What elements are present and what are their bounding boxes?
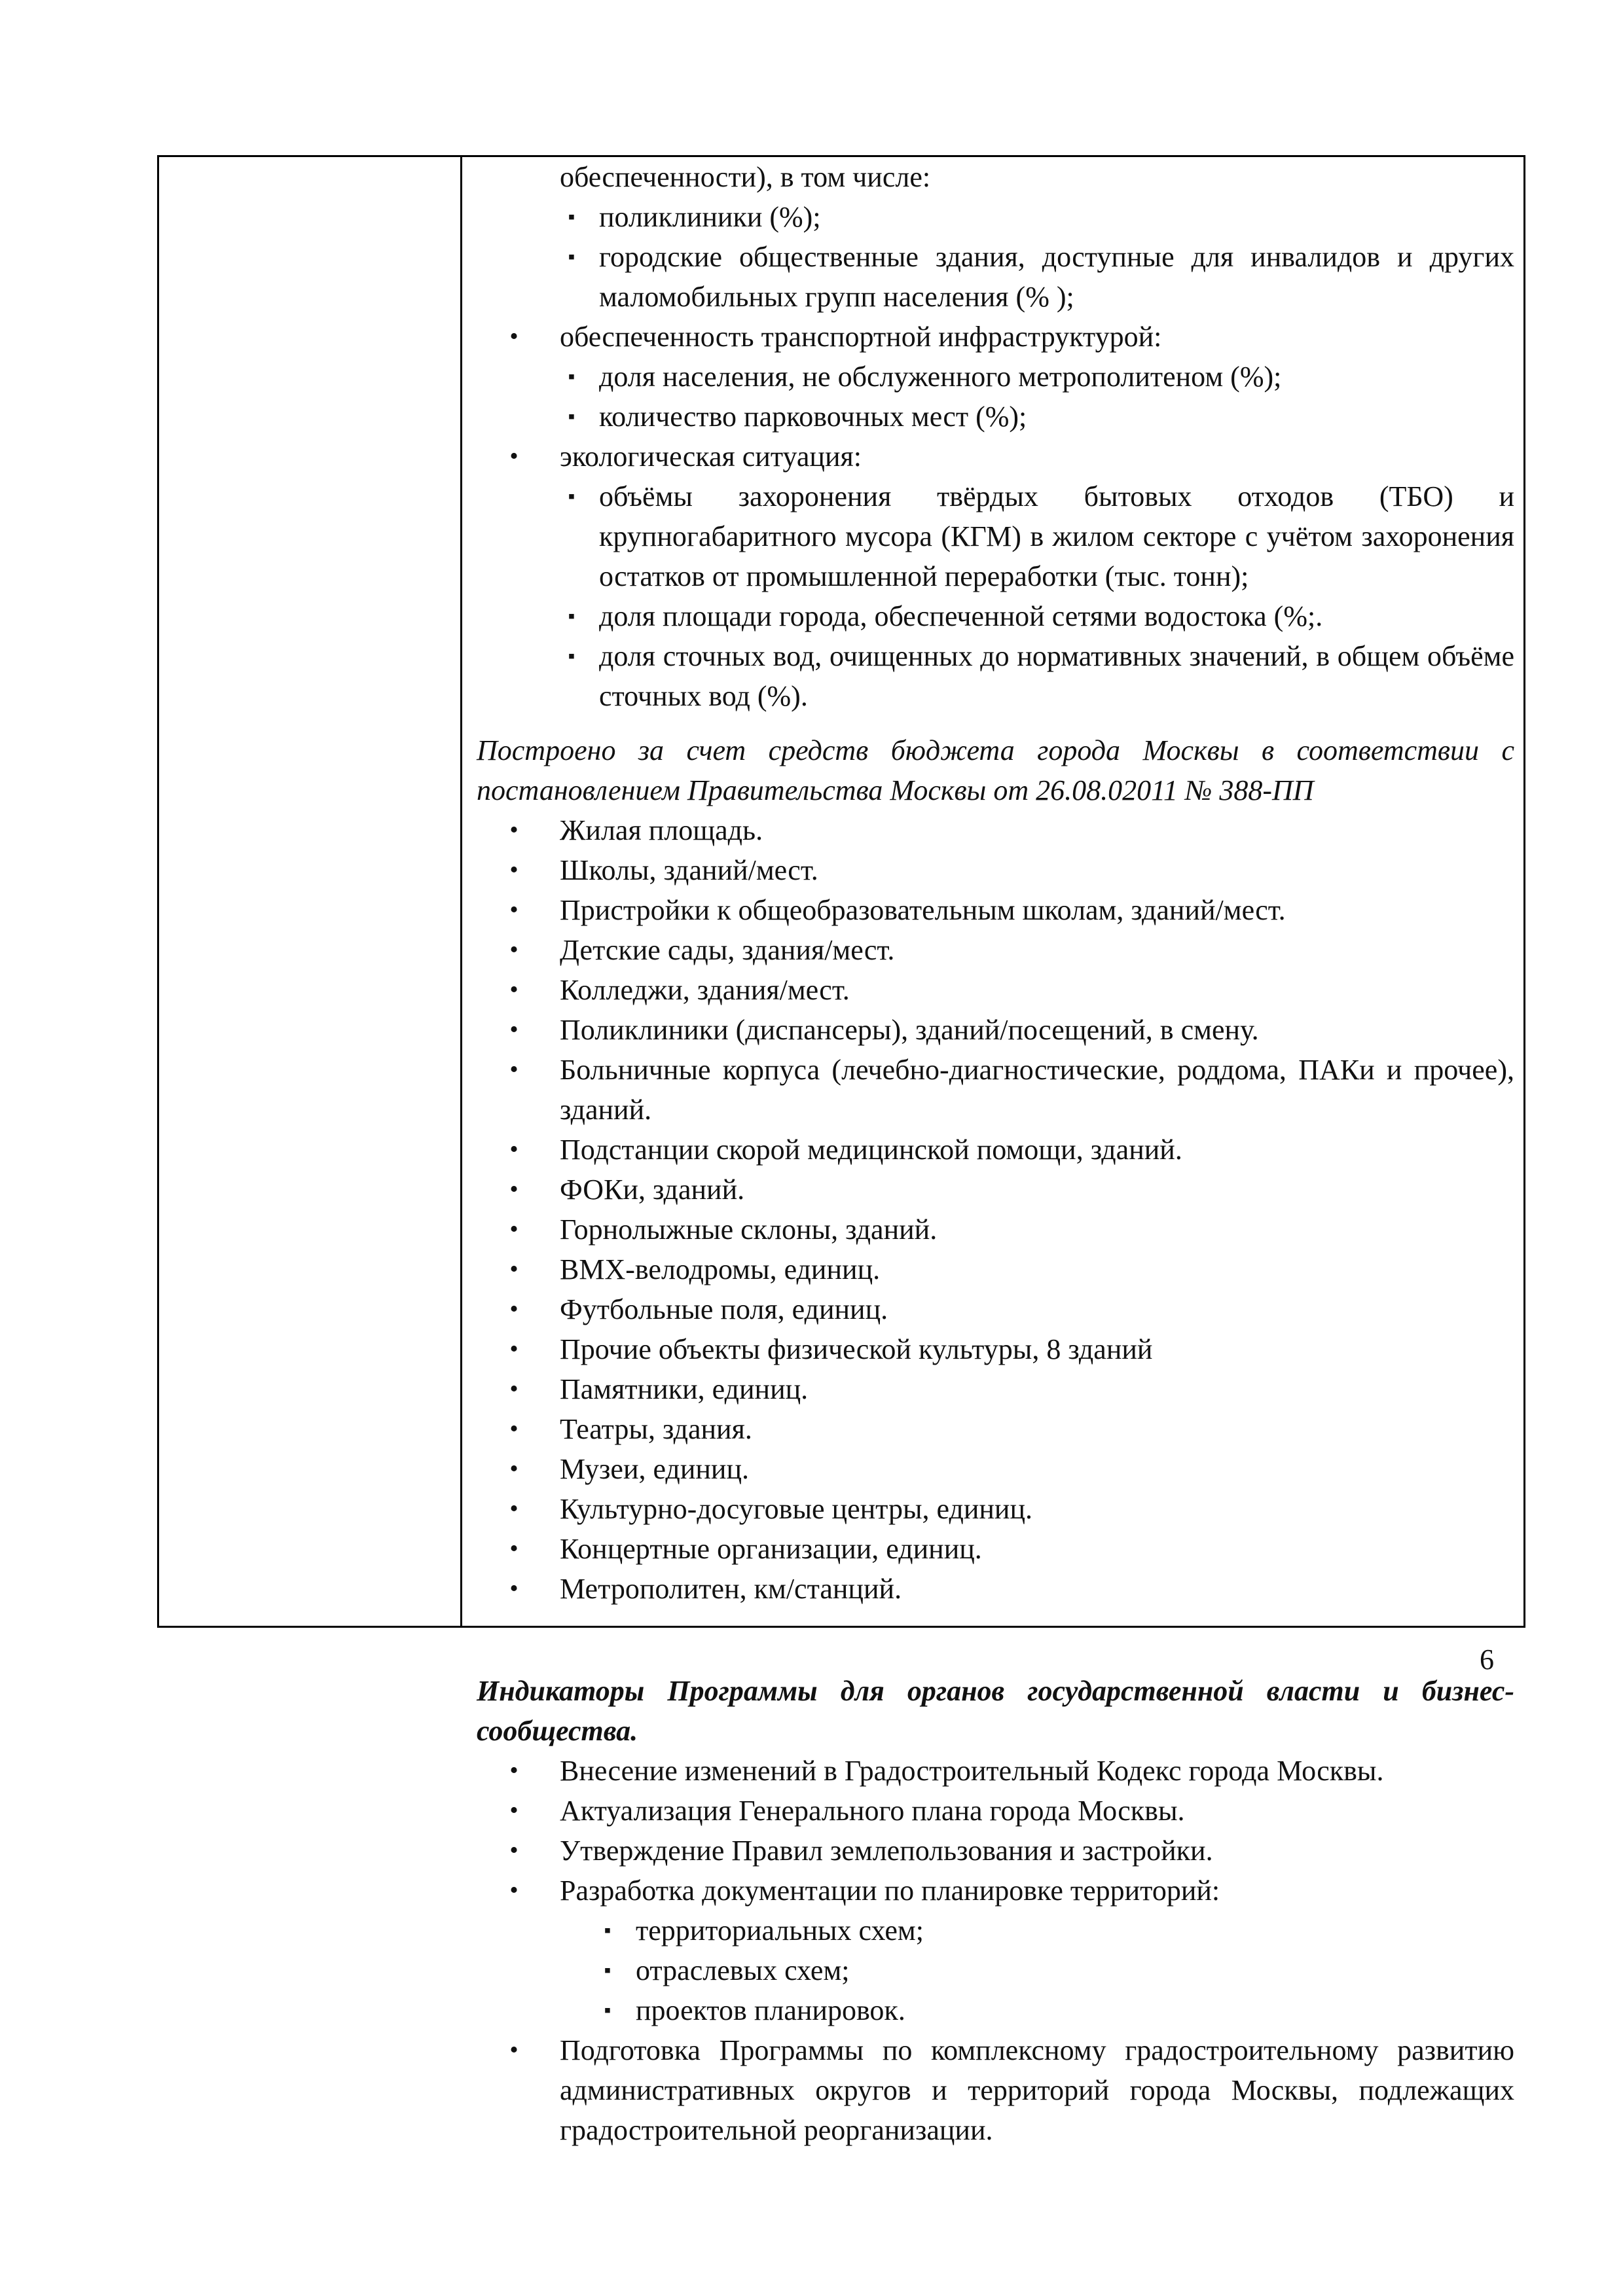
page-number: 6 (1480, 1643, 1494, 1676)
square-bullet-icon: ▪ (568, 645, 575, 667)
list-item: • Футбольные поля, единиц. (477, 1289, 1514, 1329)
list-item: • обеспеченность транспортной инфраструктурой: (477, 317, 1514, 357)
dot-bullet-icon: • (509, 1215, 519, 1243)
dot-bullet-icon: • (509, 1575, 519, 1602)
dot-bullet-icon: • (509, 1495, 519, 1522)
indicators-list (477, 1751, 1514, 2150)
list-item: • Театры, здания. (477, 1409, 1514, 1449)
dot-bullet-icon: • (509, 1797, 519, 1824)
column-divider (460, 157, 462, 1626)
dot-bullet-icon: • (509, 1056, 519, 1083)
list-item: ▪ количество парковочных мест (%); (477, 397, 1514, 437)
list-item: ▪ доля сточных вод, очищенных до нормативных значений, в общем объёме сточных вод (%). (477, 636, 1514, 716)
list-item: ▪ городские общественные здания, доступные для инвалидов и других маломобильных групп населения (% ); (477, 237, 1514, 317)
dot-bullet-icon: • (509, 1175, 519, 1203)
dot-bullet-icon: • (509, 896, 519, 924)
square-bullet-icon: ▪ (568, 206, 575, 228)
list-item: • Школы, зданий/мест. (477, 850, 1514, 890)
square-bullet-icon: ▪ (568, 246, 575, 268)
right-column-content (477, 157, 1514, 2150)
dot-bullet-icon: • (509, 323, 519, 350)
list-item: • экологическая ситуация: (477, 437, 1514, 476)
built-objects-list (477, 810, 1514, 1609)
list-item: • Поликлиники (диспансеры), зданий/посещений, в смену. (477, 1010, 1514, 1050)
dot-bullet-icon: • (509, 856, 519, 884)
list-item: • Больничные корпуса (лечебно-диагностические, роддома, ПАКи и прочее), зданий. (477, 1050, 1514, 1130)
list-item: • Колледжи, здания/мест. (477, 970, 1514, 1010)
list-item: • Утверждение Правил землепользования и застройки. (477, 1831, 1514, 1871)
list-item: • Прочие объекты физической культуры, 8 зданий (477, 1329, 1514, 1369)
dot-bullet-icon: • (509, 1837, 519, 1864)
list-item: • Музеи, единиц. (477, 1449, 1514, 1489)
dot-bullet-icon: • (509, 1295, 519, 1323)
list-item: ▪ доля населения, не обслуженного метрополитеном (%); (477, 357, 1514, 397)
list-item: ▪ поликлиники (%); (477, 197, 1514, 237)
dot-bullet-icon: • (509, 1757, 519, 1784)
list-item: ▪ доля площади города, обеспеченной сетями водостока (%;. (477, 596, 1514, 636)
document-table (157, 155, 1525, 2146)
dot-bullet-icon: • (509, 1016, 519, 1043)
section-heading: Индикаторы Программы для органов государственной власти и бизнес-сообщества. (477, 1675, 1514, 1747)
dot-bullet-icon: • (509, 936, 519, 963)
square-bullet-icon: ▪ (604, 1960, 611, 1981)
square-bullet-icon: ▪ (568, 366, 575, 387)
list-item: • Разработка документации по планировке территорий: (477, 1871, 1514, 1910)
square-bullet-icon: ▪ (604, 1920, 611, 1941)
list-item: • Детские сады, здания/мест. (477, 930, 1514, 970)
list-item: • Пристройки к общеобразовательным школам, зданий/мест. (477, 890, 1514, 930)
dot-bullet-icon: • (509, 816, 519, 844)
list-item: • Подстанции скорой медицинской помощи, зданий. (477, 1130, 1514, 1170)
dot-bullet-icon: • (509, 1415, 519, 1443)
list-item: • Памятники, единиц. (477, 1369, 1514, 1409)
dot-bullet-icon: • (509, 2036, 519, 2064)
list-item: • Внесение изменений в Градостроительный Кодекс города Москвы. (477, 1751, 1514, 1791)
dot-bullet-icon: • (509, 442, 519, 470)
list-item: • Подготовка Программы по комплексному градостроительному развитию административных округов и территорий города Москвы, подлежащих градостроительной реорганизации. (477, 2030, 1514, 2150)
list-item: • Актуализация Генерального плана города Москвы. (477, 1791, 1514, 1831)
section-heading: Построено за счет средств бюджета города Москвы в соответствии с постановлением Правительства Москвы от 26.08.02011 № 388-ПП (477, 734, 1514, 806)
dot-bullet-icon: • (509, 976, 519, 1003)
list-item: • ФОКи, зданий. (477, 1170, 1514, 1210)
dot-bullet-icon: • (509, 1375, 519, 1403)
list-item: • Жилая площадь. (477, 810, 1514, 850)
list-item: ▪ территориальных схем; (477, 1910, 1514, 1950)
list-item: • Метрополитен, км/станций. (477, 1569, 1514, 1609)
list-item: • Концертные организации, единиц. (477, 1529, 1514, 1569)
dot-bullet-icon: • (509, 1535, 519, 1562)
list-item: • BMX-велодромы, единиц. (477, 1249, 1514, 1289)
square-bullet-icon: ▪ (568, 406, 575, 427)
intro-line: обеспеченности), в том числе: (560, 161, 931, 193)
list-item: • Культурно-досуговые центры, единиц. (477, 1489, 1514, 1529)
square-bullet-icon: ▪ (568, 486, 575, 507)
dot-bullet-icon: • (509, 1335, 519, 1363)
list-item: ▪ объёмы захоронения твёрдых бытовых отходов (ТБО) и крупногабаритного мусора (КГМ) в жилом секторе с учётом захоронения остатков от промышленной переработки (тыс. тонн); (477, 476, 1514, 596)
dot-bullet-icon: • (509, 1455, 519, 1482)
dot-bullet-icon: • (509, 1136, 519, 1163)
square-bullet-icon: ▪ (604, 2000, 611, 2021)
list-item: ▪ проектов планировок. (477, 1990, 1514, 2030)
dot-bullet-icon: • (509, 1876, 519, 1904)
dot-bullet-icon: • (509, 1255, 519, 1283)
list-item: • Горнолыжные склоны, зданий. (477, 1210, 1514, 1249)
square-bullet-icon: ▪ (568, 605, 575, 627)
list-item: ▪ отраслевых схем; (477, 1950, 1514, 1990)
